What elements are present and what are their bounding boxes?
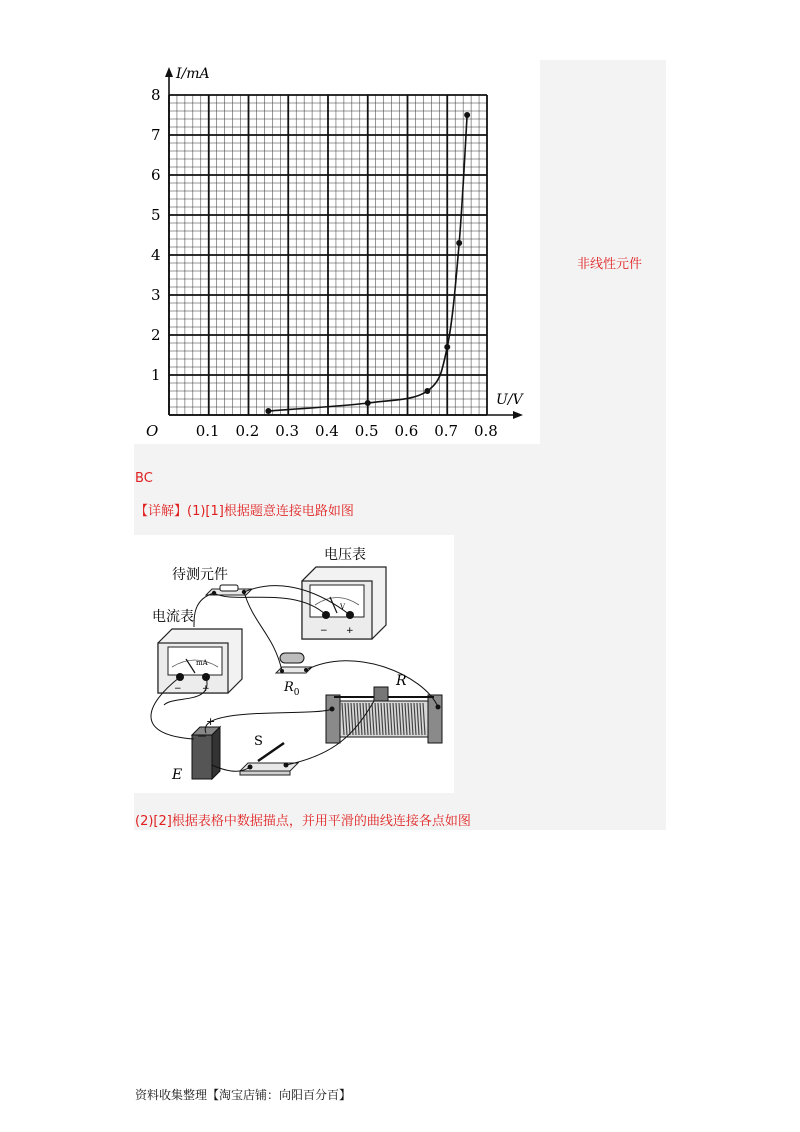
data-point <box>265 408 271 414</box>
voltmeter <box>302 567 386 639</box>
switch-label: S <box>254 734 263 749</box>
y-tick-label: 3 <box>151 286 161 304</box>
x-axis-arrow <box>513 411 523 419</box>
x-tick-label: 0.4 <box>315 422 339 440</box>
data-point <box>464 112 470 118</box>
answer-choice: BC <box>135 471 153 486</box>
voltmeter-plus: + <box>346 626 354 636</box>
detail-step-1: 【详解】(1)[1]根据题意连接电路如图 <box>135 504 354 519</box>
ammeter-minus: − <box>174 684 182 694</box>
iu-graph-svg <box>134 60 540 444</box>
ammeter-label: 电流表 <box>152 609 194 625</box>
data-point <box>424 388 430 394</box>
circuit-svg <box>134 535 454 793</box>
detail-step-2: (2)[2]根据表格中数据描点，并用平滑的曲线连接各点如图 <box>135 814 471 829</box>
y-tick-label: 2 <box>151 326 161 344</box>
y-tick-label: 1 <box>151 366 161 384</box>
x-tick-label: 0.5 <box>354 422 379 440</box>
x-tick-label: 0.2 <box>235 422 260 440</box>
rheostat-label: R <box>396 673 407 689</box>
y-tick-label: 5 <box>151 206 161 224</box>
x-axis-label: U/V <box>496 392 523 408</box>
x-tick-label: 0.8 <box>474 422 498 440</box>
voltmeter-minus: − <box>320 626 328 636</box>
data-point <box>444 344 450 350</box>
x-tick-label: 0.7 <box>434 422 459 440</box>
y-tick-label: 7 <box>151 126 161 144</box>
switch <box>240 743 298 775</box>
y-tick-label: 4 <box>151 246 161 264</box>
answer-text: 非线性元件 <box>577 257 643 272</box>
y-tick-label: 6 <box>151 166 161 184</box>
origin-label: O <box>146 422 159 440</box>
x-tick-label: 0.3 <box>275 422 300 440</box>
battery-plus: + <box>206 715 216 728</box>
battery-label: E <box>172 767 183 783</box>
ammeter-unit: mA <box>196 659 208 667</box>
y-axis-label: I/mA <box>176 66 210 82</box>
data-point <box>365 400 371 406</box>
footer-source: 资料收集整理【淘宝店铺：向阳百分百】 <box>135 1088 352 1102</box>
circuit-diagram <box>134 535 454 793</box>
voltmeter-unit: V <box>340 603 346 611</box>
r0-label: $R_0$ <box>284 680 300 698</box>
ammeter-plus: + <box>202 684 210 694</box>
element-label: 待测元件 <box>172 567 228 583</box>
voltmeter-label: 电压表 <box>324 547 366 563</box>
y-axis-arrow <box>165 67 173 77</box>
iu-graph <box>134 60 540 444</box>
x-tick-label: 0.6 <box>394 422 419 440</box>
battery <box>192 727 220 779</box>
rheostat <box>326 687 442 743</box>
y-tick-label: 8 <box>151 86 161 104</box>
data-point <box>456 240 462 246</box>
x-tick-label: 0.1 <box>195 422 220 440</box>
